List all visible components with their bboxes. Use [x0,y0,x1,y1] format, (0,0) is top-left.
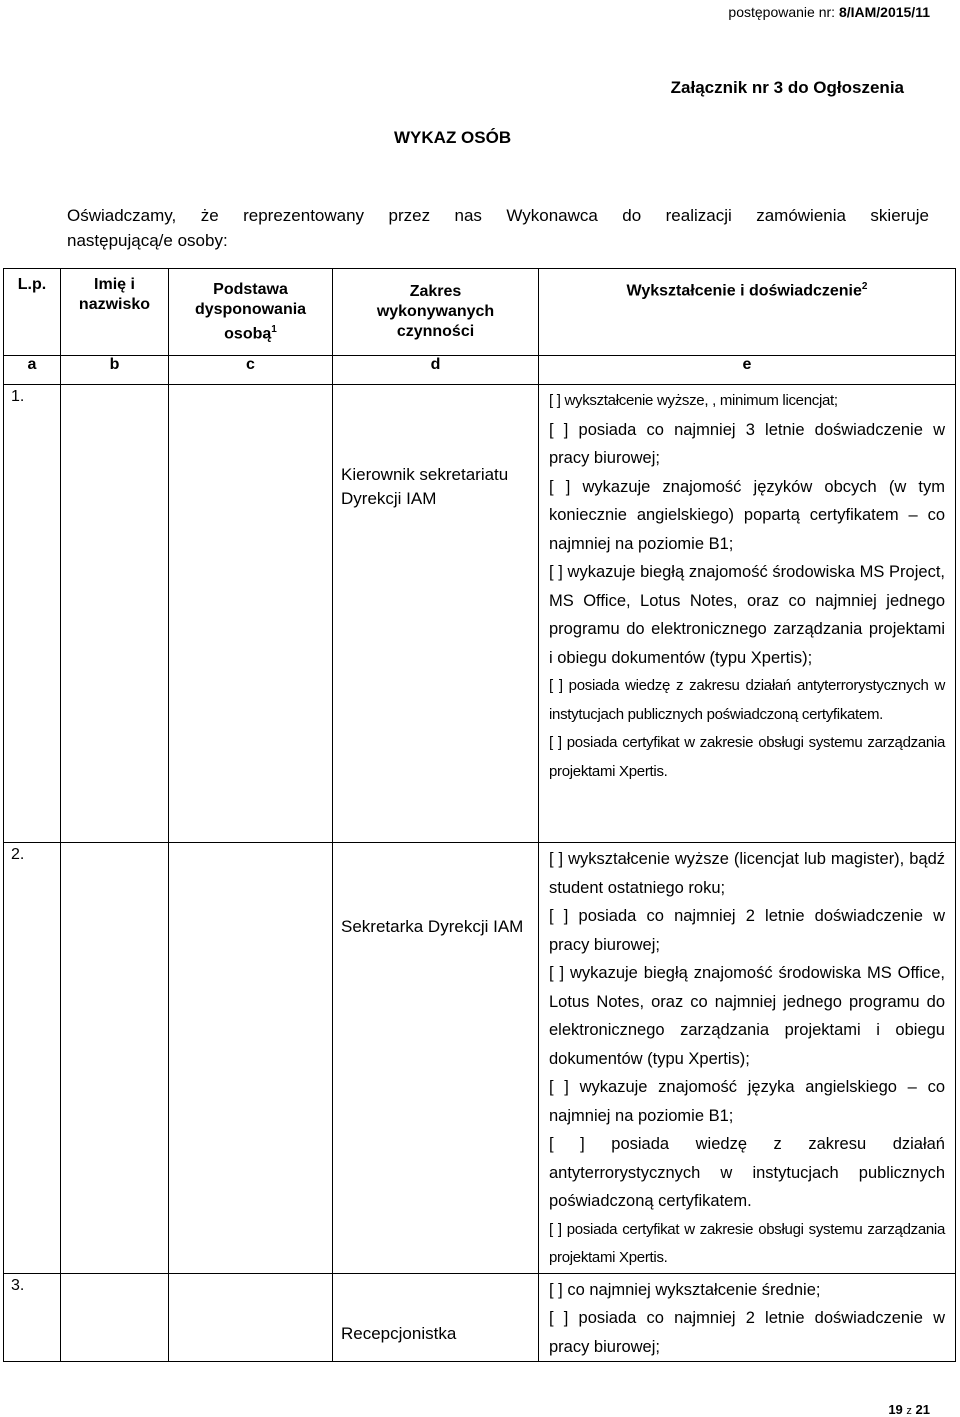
header-name: Imię i nazwisko [61,269,169,356]
row-basis-cell [169,843,333,1274]
current-page: 19 [888,1402,903,1417]
requirement-item: [ ] wykazuje znajomość języka angielskiego – co najmniej na poziomie B1; [549,1078,945,1125]
table-row [4,843,956,1274]
row-number: 2. [4,843,61,1274]
case-number: 8/IAM/2015/11 [838,4,930,20]
column-letter-c: c [169,356,333,385]
column-letter-e: e [539,356,956,385]
requirement-item: [ ] wykazuje znajomość języków obcych (w tym koniecznie angielskiego) popartą certyfikatem – co najmniej na poziomie B1; [549,477,945,553]
header-education: Wykształcenie i doświadczenie$^2$ [539,269,956,356]
row-requirements [539,385,956,843]
table-header-row [4,269,956,356]
row-number: 3. [4,1273,61,1362]
requirement-item: [ ] posiada certyfikat w zakresie obsługi systemu zarządzania projektami Xpertis. [549,1220,945,1266]
row-role: Sekretarka Dyrekcji IAM [333,843,539,1274]
row-number: 1. [4,385,61,843]
persons-table [3,268,956,1362]
row-requirements [539,1273,956,1362]
requirement-item: [ ] posiada co najmniej 2 letnie doświadczenie w pracy biurowej; [549,907,945,954]
header-education-footnote: 2 [861,281,868,292]
row-basis-cell [169,385,333,843]
requirement-item: [ ] posiada co najmniej 3 letnie doświadczenie w pracy biurowej; [549,420,945,467]
requirement-item: [ ] posiada co najmniej 2 letnie doświadczenie w pracy biurowej; [549,1309,945,1356]
header-basis: Podstawa dysponowania osobą$^1$ [169,269,333,356]
header-lp: L.p. [4,269,61,356]
row-role: Recepcjonistka [333,1273,539,1362]
requirement-item: [ ] wykazuje biegłą znajomość środowiska MS Project, MS Office, Lotus Notes, oraz co najmniej jednego programu do elektronicznego zarządzania projektami i obiegu dokumentów (typu Xpertis); [549,563,945,667]
row-requirements [539,843,956,1274]
row-name-cell [61,1273,169,1362]
requirement-item: [ ] posiada wiedzę z zakresu działań antyterrorystycznych w instytucjach publicznych poświadczoną certyfikatem. [549,677,945,723]
table-row [4,385,956,843]
intro-line-2: następującą/e osoby: [67,231,228,250]
requirement-item: [ ] co najmniej wykształcenie średnie; [549,1280,821,1299]
requirement-item: [ ] wykształcenie wyższe (licencjat lub magister), bądź student ostatniego roku; [549,850,945,897]
header-basis-footnote: 1 [271,323,277,335]
intro-line-1: Oświadczamy, że reprezentowany przez nas Wykonawca do realizacji zamówienia skieruje [67,206,929,225]
table-row [4,1273,956,1362]
row-role: Kierownik sekretariatu Dyrekcji IAM [333,385,539,843]
case-number-header [728,4,930,20]
total-pages: 21 [915,1402,930,1417]
intro-statement [67,203,929,253]
requirement-item: [ ] posiada certyfikat w zakresie obsługi systemu zarządzania projektami Xpertis. [549,734,945,780]
column-letter-b: b [61,356,169,385]
requirement-item: [ ] wykazuje biegłą znajomość środowiska MS Office, Lotus Notes, oraz co najmniej jednego programu do elektronicznego zarządzania projektami i obiegu dokumentów (typu Xpertis); [549,964,945,1068]
requirement-item: [ ] wykształcenie wyższe, , minimum licencjat; [549,392,838,409]
annex-title: Załącznik nr 3 do Ogłoszenia [670,78,904,97]
case-label: postępowanie nr: [728,4,836,20]
requirement-item: [ ] posiada wiedzę z zakresu działań antyterrorystycznych w instytucjach publicznych poświadczoną certyfikatem. [549,1135,945,1210]
header-scope: Zakres wykonywanych czynności [333,269,539,356]
column-letter-d: d [333,356,539,385]
document-title: WYKAZ OSÓB [394,128,512,147]
row-name-cell [61,843,169,1274]
row-basis-cell [169,1273,333,1362]
page-separator: z [906,1405,912,1417]
row-name-cell [61,385,169,843]
page-number [888,1402,930,1417]
column-letter-a: a [4,356,61,385]
column-letters-row [4,356,956,385]
